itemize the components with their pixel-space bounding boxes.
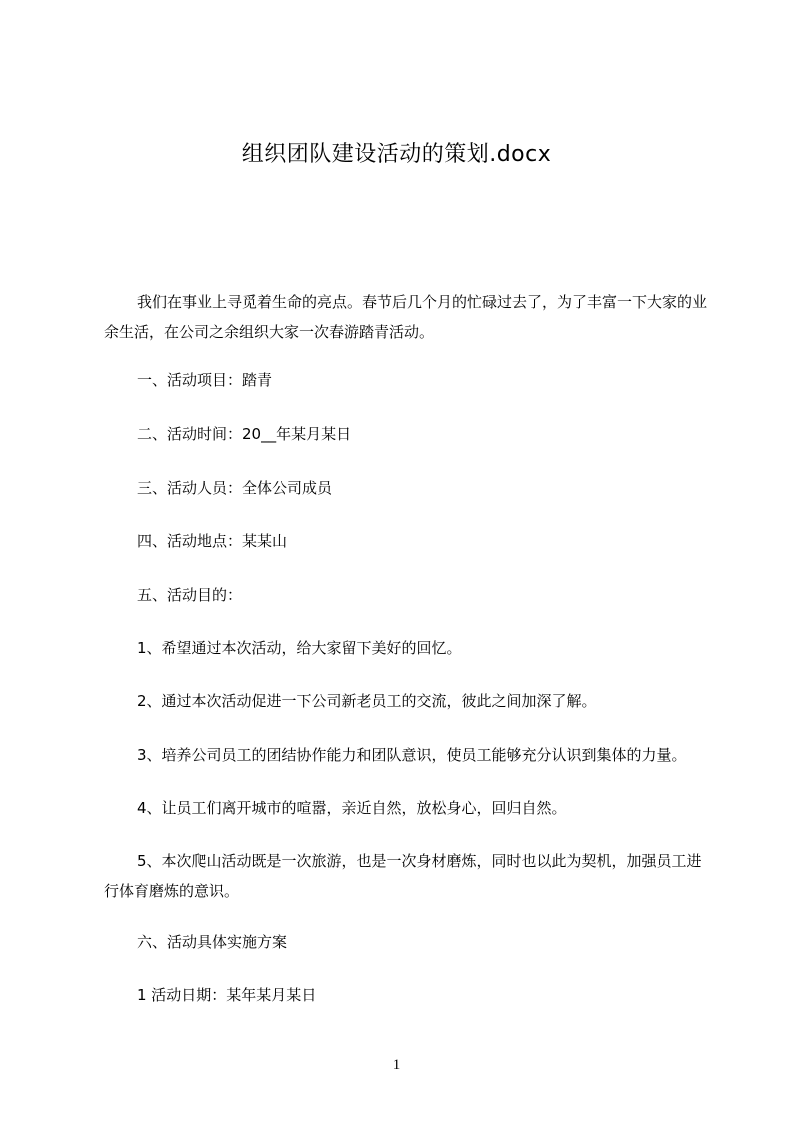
item-activity-people: 三、活动人员：全体公司成员 — [137, 479, 333, 497]
purpose-5: 5、本次爬山活动既是一次旅游，也是一次身材磨炼，同时也以此为契机，加强员工进行体育磨炼的意识。 — [104, 852, 702, 900]
purpose-1: 1、希望通过本次活动，给大家留下美好的回忆。 — [137, 639, 462, 657]
purpose-3: 3、培养公司员工的团结协作能力和团队意识，使员工能够充分认识到集体的力量。 — [137, 746, 687, 764]
page-number: 1 — [392, 1057, 401, 1073]
document-title: 组织团队建设活动的策划.docx — [241, 142, 552, 167]
purpose-2: 2、通过本次活动促进一下公司新老员工的交流，彼此之间加深了解。 — [137, 692, 597, 710]
item-implementation-plan: 六、活动具体实施方案 — [137, 933, 288, 951]
item-activity-purpose: 五、活动目的： — [137, 586, 243, 604]
item-activity-date: 1 活动日期：某年某月某日 — [137, 986, 317, 1004]
purpose-4: 4、让员工们离开城市的喧嚣，亲近自然，放松身心，回归自然。 — [137, 799, 567, 817]
item-activity-project: 一、活动项目：踏青 — [137, 371, 273, 389]
intro-paragraph: 我们在事业上寻觅着生命的亮点。春节后几个月的忙碌过去了，为了丰富一下大家的业余生活，在公司之余组织大家一次春游踏青活动。 — [104, 293, 708, 341]
item-activity-location: 四、活动地点：某某山 — [137, 532, 288, 550]
item-activity-time: 二、活动时间：20__年某月某日 — [137, 425, 352, 443]
